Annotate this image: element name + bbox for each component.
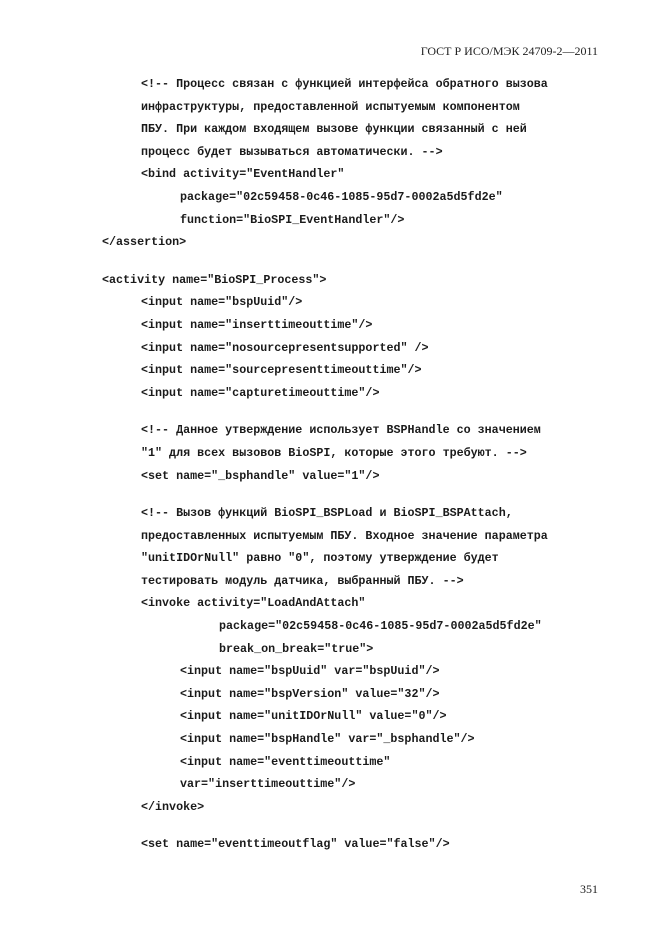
code-line: предоставленных испытуемым ПБУ. Входное значение параметра [141, 528, 548, 543]
code-line: <input name="eventtimeouttime" [180, 754, 391, 769]
blank-line [0, 487, 661, 502]
code-line: <input name="capturetimeouttime"/> [141, 385, 380, 400]
code-line: <invoke activity="LoadAndAttach" [141, 596, 366, 611]
blank-line [0, 818, 661, 833]
page-number: 351 [580, 882, 598, 896]
code-line: var="inserttimeouttime"/> [180, 777, 356, 792]
blank-line [0, 404, 661, 419]
code-line: break_on_break="true"> [219, 641, 374, 656]
blank-line [0, 254, 661, 269]
code-line: package="02c59458-0c46-1085-95d7-0002a5d5fd2e" [219, 619, 542, 634]
code-line: <!-- Вызов функций BioSPI_BSPLoad и BioSPI_BSPAttach, [141, 506, 513, 521]
code-line: <input name="bspHandle" var="_bsphandle"/> [180, 732, 475, 747]
code-line: <input name="nosourcepresentsupported" /> [141, 340, 429, 355]
code-line: </assertion> [102, 235, 187, 250]
code-line: <input name="sourcepresenttimeouttime"/> [141, 363, 422, 378]
code-line: <input name="bspUuid"/> [141, 295, 303, 310]
code-line: <bind activity="EventHandler" [141, 167, 345, 182]
code-line: </invoke> [141, 799, 205, 814]
code-line: ПБУ. При каждом входящем вызове функции связанный с ней [141, 122, 527, 137]
code-line: "1" для всех вызовов BioSPI, которые этого требуют. --> [141, 445, 527, 460]
standard-header: ГОСТ Р ИСО/МЭК 24709-2—2011 [420, 44, 598, 58]
code-line: <activity name="BioSPI_Process"> [102, 272, 327, 287]
code-line: function="BioSPI_EventHandler"/> [180, 212, 405, 227]
code-line: <set name="_bsphandle" value="1"/> [141, 468, 380, 483]
code-line: <!-- Процесс связан с функцией интерфейса обратного вызова [141, 77, 548, 91]
code-line: тестировать модуль датчика, выбранный ПБУ. --> [141, 573, 464, 588]
code-line: "unitIDOrNull" равно "0", поэтому утверждение будет [141, 551, 499, 566]
code-line: <input name="unitIDOrNull" value="0"/> [180, 709, 447, 724]
code-line: процесс будет вызываться автоматически. --> [141, 144, 443, 159]
code-listing [0, 73, 661, 856]
code-line: инфраструктуры, предоставленной испытуемым компонентом [141, 99, 520, 114]
code-line: <input name="inserttimeouttime"/> [141, 317, 373, 332]
code-line: <set name="eventtimeoutflag" value="false"/> [141, 837, 450, 852]
code-line: <input name="bspVersion" value="32"/> [180, 686, 440, 701]
code-line: package="02c59458-0c46-1085-95d7-0002a5d5fd2e" [180, 189, 503, 204]
code-line: <input name="bspUuid" var="bspUuid"/> [180, 664, 440, 679]
code-line: <!-- Данное утверждение использует BSPHandle со значением [141, 423, 541, 438]
